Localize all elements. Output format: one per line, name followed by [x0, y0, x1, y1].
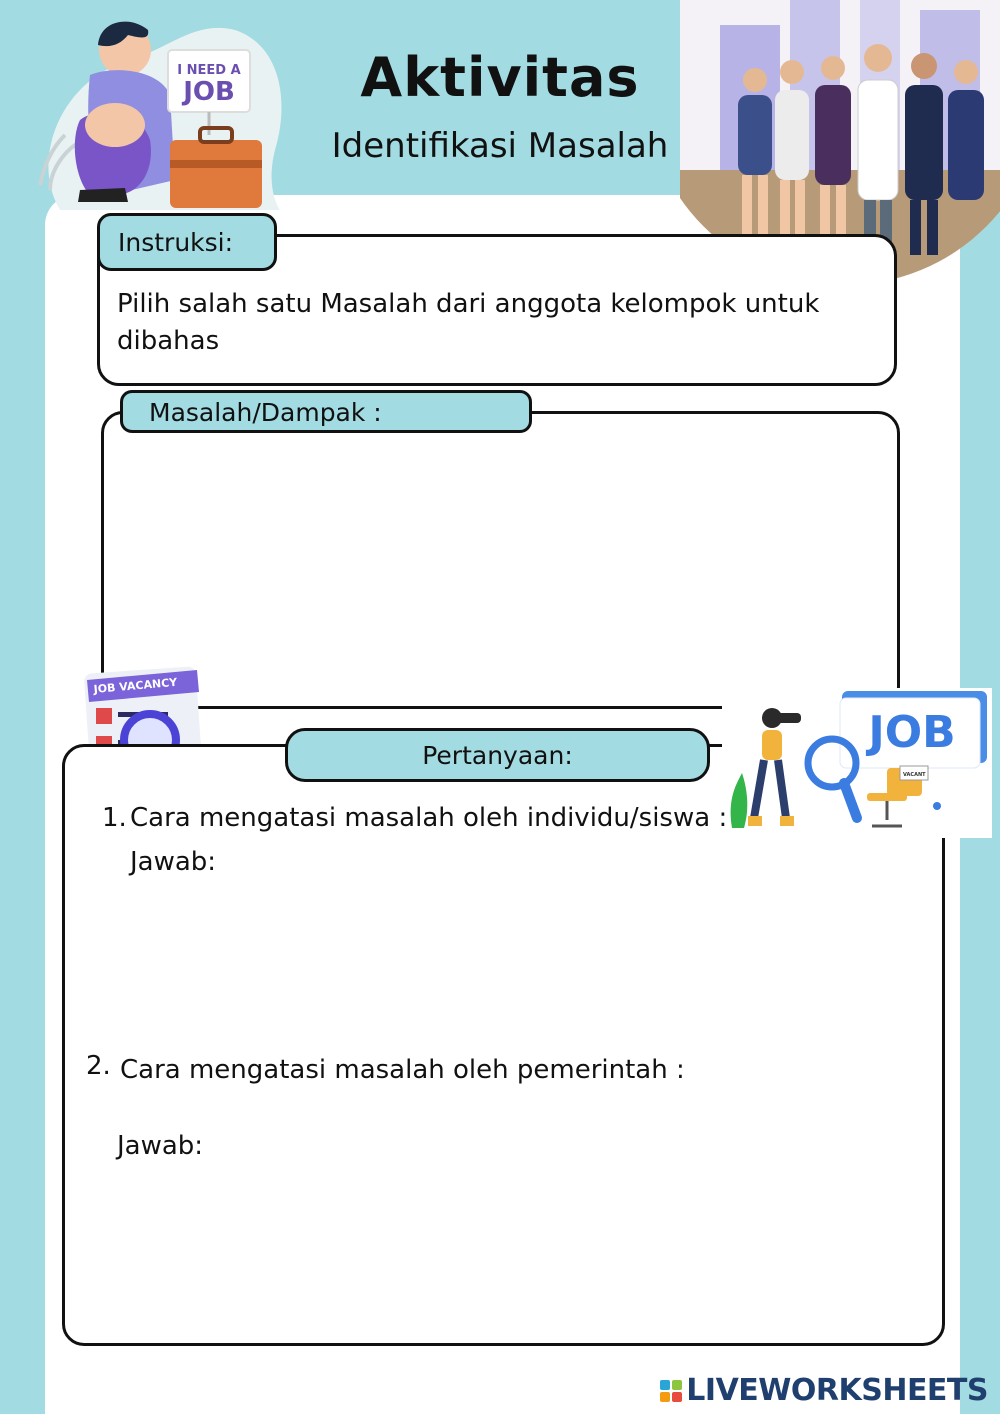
- answer-area-question-1[interactable]: [130, 885, 910, 1035]
- liveworksheets-brand-text: LIVEWORKSHEETS: [686, 1373, 988, 1408]
- answer-label: Jawab:: [130, 847, 217, 877]
- instruksi-label: Instruksi:: [97, 213, 277, 271]
- page-title: Aktivitas: [360, 46, 640, 109]
- sad-job-seeker-illustration: [20, 10, 290, 210]
- masalah-answer-area[interactable]: [120, 445, 880, 685]
- question-text: Cara mengatasi masalah oleh individu/siswa :: [130, 803, 728, 833]
- answer-label: Jawab:: [117, 1131, 204, 1161]
- question-number: 1.: [102, 803, 127, 833]
- sign-text-line1: I NEED A: [177, 63, 241, 78]
- masalah-label: Masalah/Dampak :: [120, 390, 532, 433]
- job-banner-text: JOB: [868, 707, 956, 758]
- question-text: Cara mengatasi masalah oleh pemerintah :: [120, 1055, 685, 1085]
- job-search-binoculars-illustration: [722, 688, 992, 838]
- page-subtitle: Identifikasi Masalah: [331, 126, 669, 166]
- job-vacancy-text: JOB VACANCY: [93, 675, 178, 696]
- instruksi-text: Pilih salah satu Masalah dari anggota kelompok untuk dibahas: [117, 289, 820, 356]
- liveworksheets-logo[interactable]: [660, 1373, 988, 1408]
- pertanyaan-label: Pertanyaan:: [285, 728, 710, 782]
- answer-area-question-2[interactable]: [117, 1170, 907, 1320]
- sign-text-line2: JOB: [183, 77, 235, 107]
- liveworksheets-mark-icon: [660, 1380, 682, 1402]
- vacant-tag: VACANT: [903, 772, 926, 778]
- question-number: 2.: [86, 1051, 111, 1081]
